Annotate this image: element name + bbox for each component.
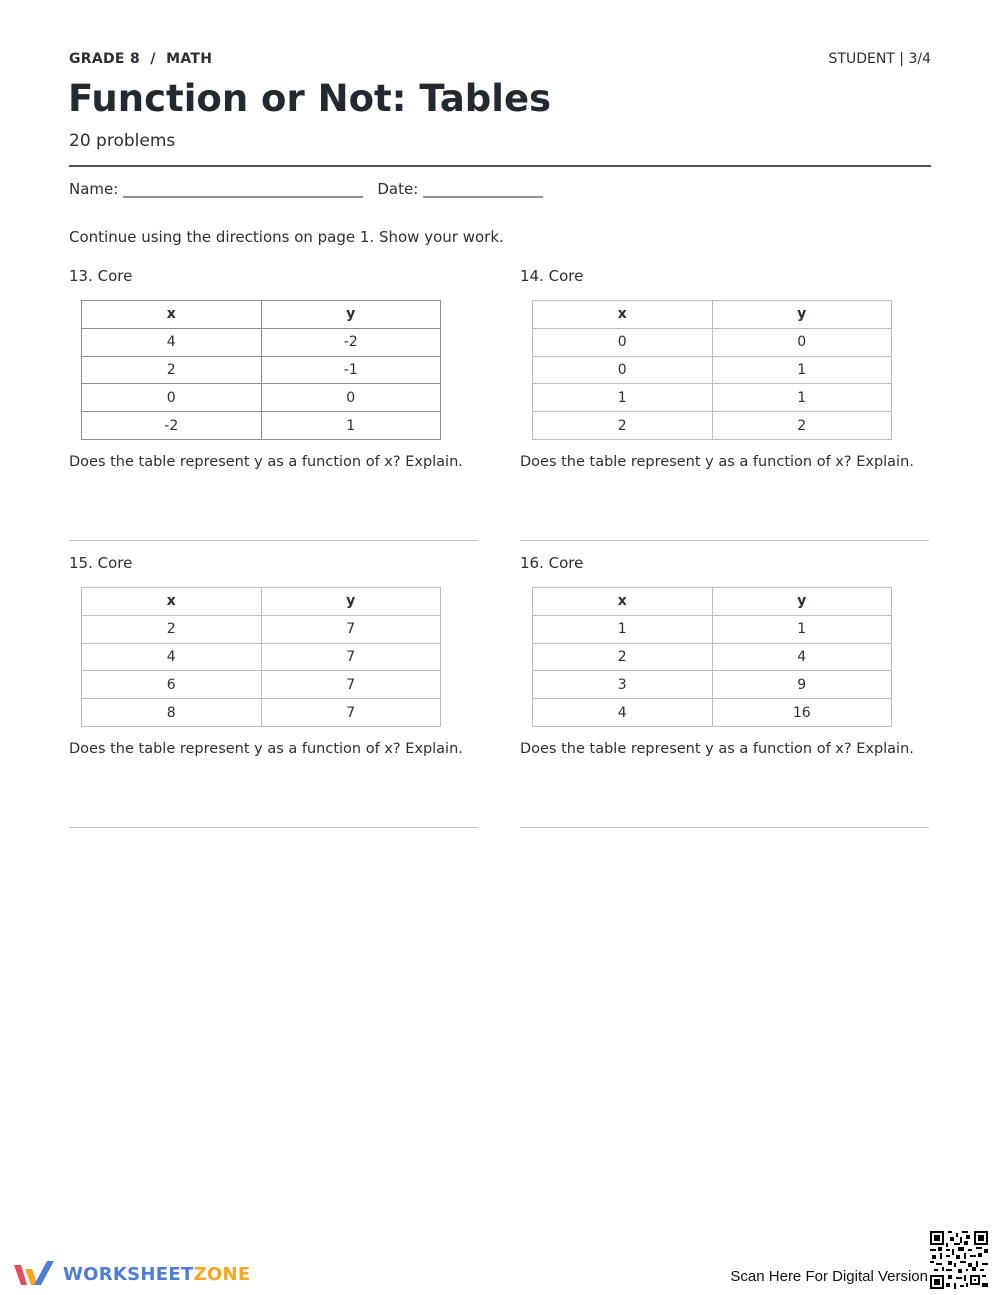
question-text: Does the table represent y as a function of x? Explain. (69, 453, 463, 470)
table-row (533, 615, 892, 643)
y-cell: 0 (712, 328, 892, 356)
x-cell: 8 (82, 699, 262, 727)
y-cell: 1 (712, 384, 892, 412)
x-header: x (82, 301, 262, 329)
table-row (533, 356, 892, 384)
x-cell: 1 (533, 384, 713, 412)
table-row (533, 328, 892, 356)
page-title: Function or Not: Tables (68, 77, 552, 120)
header-divider (69, 165, 931, 167)
separator: / (150, 51, 156, 67)
y-cell: 1 (712, 615, 892, 643)
y-header: y (261, 301, 441, 329)
problem-label: 14. Core (520, 267, 584, 285)
question-text: Does the table represent y as a function of x? Explain. (520, 740, 914, 757)
y-cell: 7 (261, 643, 441, 671)
xy-table (532, 300, 892, 440)
grade-subject-label (69, 51, 212, 67)
table-header-row (533, 588, 892, 616)
y-cell: 4 (712, 643, 892, 671)
y-cell: 9 (712, 671, 892, 699)
y-cell: -1 (261, 356, 441, 384)
x-cell: 4 (533, 699, 713, 727)
x-header: x (533, 301, 713, 329)
scan-instruction: Scan Here For Digital Version (730, 1268, 928, 1285)
y-cell: 7 (261, 615, 441, 643)
xy-table (81, 300, 441, 440)
x-cell: -2 (82, 412, 262, 440)
x-cell: 2 (82, 356, 262, 384)
w-logo-icon (13, 1259, 55, 1289)
problem-16 (520, 554, 930, 828)
x-cell: 1 (533, 615, 713, 643)
instructions: Continue using the directions on page 1. Show your work. (69, 228, 504, 246)
y-header: y (261, 588, 441, 616)
x-cell: 6 (82, 671, 262, 699)
table-row (533, 384, 892, 412)
table-row (533, 699, 892, 727)
subject-label: MATH (166, 51, 213, 67)
problem-label: 13. Core (69, 267, 133, 285)
name-date-field[interactable]: Name: ________________________________ Date: ________________ (69, 180, 544, 198)
table-row (82, 412, 441, 440)
x-cell: 4 (82, 643, 262, 671)
table-header-row (82, 588, 441, 616)
table-row (82, 615, 441, 643)
table-row (82, 643, 441, 671)
page-info: STUDENT | 3/4 (828, 51, 931, 67)
x-cell: 0 (82, 384, 262, 412)
table-row (82, 699, 441, 727)
question-text: Does the table represent y as a function of x? Explain. (69, 740, 463, 757)
x-header: x (533, 588, 713, 616)
y-cell: 2 (712, 412, 892, 440)
answer-line[interactable] (69, 827, 478, 828)
problem-label: 15. Core (69, 554, 133, 572)
x-cell: 4 (82, 328, 262, 356)
table-row (533, 643, 892, 671)
problem-15 (69, 554, 479, 828)
table-header-row (533, 301, 892, 329)
problem-count: 20 problems (69, 131, 176, 151)
qr-code-icon[interactable] (930, 1231, 988, 1289)
table-row (82, 671, 441, 699)
problem-13 (69, 267, 479, 541)
y-cell: 16 (712, 699, 892, 727)
worksheetzone-logo[interactable] (13, 1258, 251, 1290)
table-header-row (82, 301, 441, 329)
table-row (82, 328, 441, 356)
problem-label: 16. Core (520, 554, 584, 572)
x-header: x (82, 588, 262, 616)
xy-table (81, 587, 441, 727)
problem-14 (520, 267, 930, 541)
x-cell: 0 (533, 356, 713, 384)
grade-label: GRADE 8 (69, 51, 141, 67)
table-row (82, 356, 441, 384)
logo-text-zone: ZONE (193, 1263, 251, 1285)
y-cell: 1 (261, 412, 441, 440)
x-cell: 0 (533, 328, 713, 356)
xy-table (532, 587, 892, 727)
y-cell: 7 (261, 671, 441, 699)
answer-line[interactable] (520, 827, 929, 828)
table-row (533, 412, 892, 440)
y-header: y (712, 301, 892, 329)
answer-line[interactable] (520, 540, 929, 541)
x-cell: 2 (533, 412, 713, 440)
logo-wordmark (63, 1264, 251, 1285)
y-cell: -2 (261, 328, 441, 356)
answer-line[interactable] (69, 540, 478, 541)
y-cell: 7 (261, 699, 441, 727)
y-header: y (712, 588, 892, 616)
y-cell: 0 (261, 384, 441, 412)
x-cell: 3 (533, 671, 713, 699)
logo-text-worksheet: WORKSHEET (63, 1263, 194, 1285)
table-row (533, 671, 892, 699)
x-cell: 2 (533, 643, 713, 671)
question-text: Does the table represent y as a function of x? Explain. (520, 453, 914, 470)
x-cell: 2 (82, 615, 262, 643)
table-row (82, 384, 441, 412)
y-cell: 1 (712, 356, 892, 384)
